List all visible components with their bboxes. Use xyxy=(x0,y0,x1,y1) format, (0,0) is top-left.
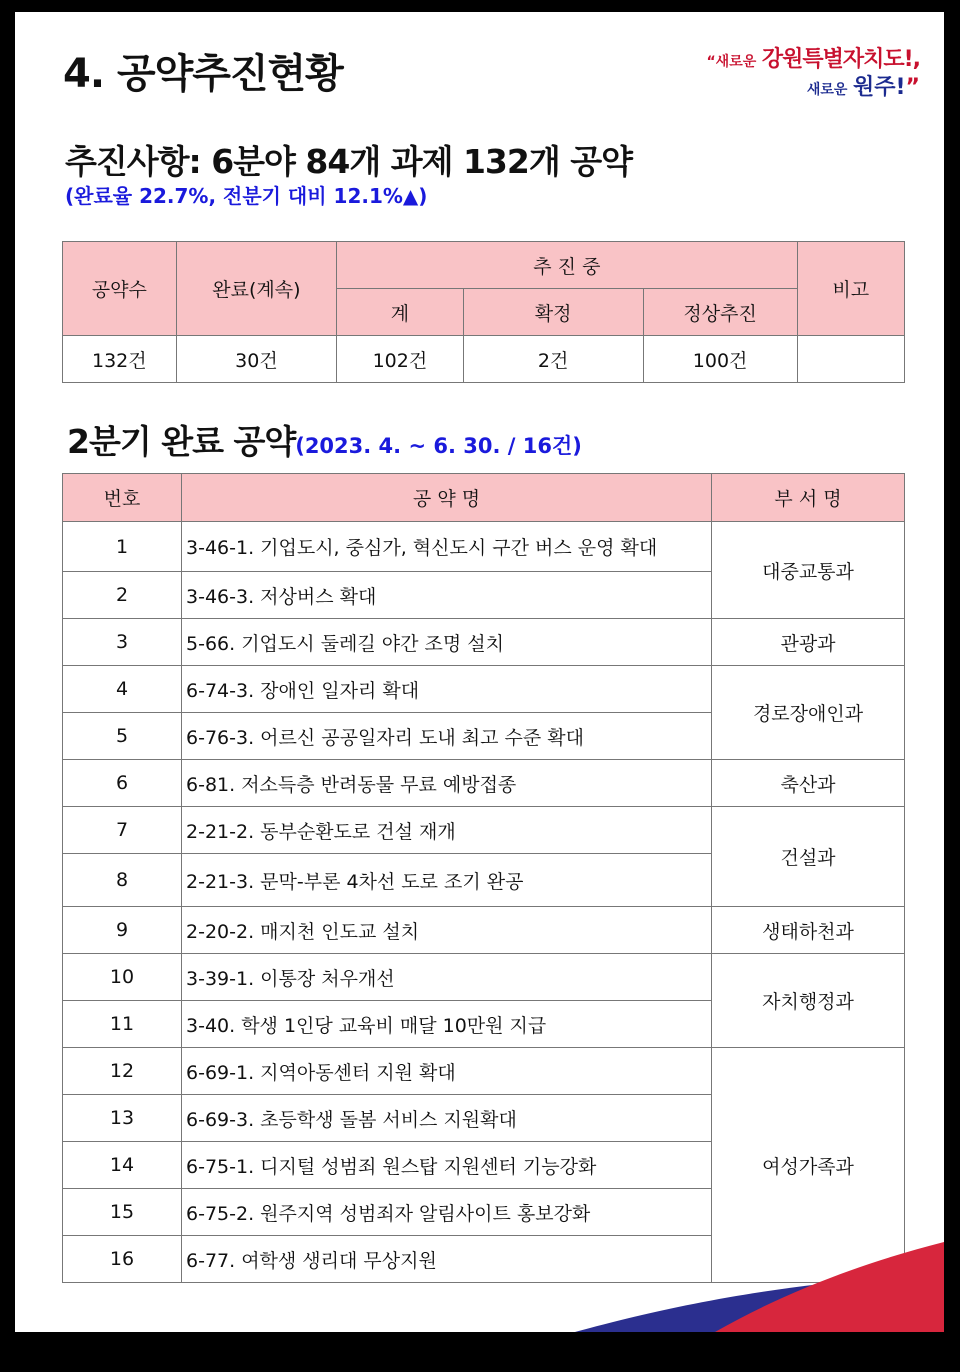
completed-pledges-table xyxy=(62,473,905,1283)
status-table xyxy=(62,241,905,383)
header-normal: 정상추진 xyxy=(643,289,797,336)
pledges-header-row xyxy=(63,474,905,522)
table-row xyxy=(63,954,905,1001)
row-no: 7 xyxy=(63,807,182,854)
row-title: 3-40. 학생 1인당 교육비 매달 10만원 지급 xyxy=(182,1001,712,1048)
row-title: 3-46-1. 기업도시, 중심가, 혁신도시 구간 버스 운영 확대 xyxy=(182,522,712,572)
row-dept: 경로장애인과 xyxy=(712,666,905,760)
q2-range: (2023. 4. ~ 6. 30. / 16건) xyxy=(295,434,582,458)
table-row xyxy=(63,807,905,854)
row-title: 2-21-2. 동부순환도로 건설 재개 xyxy=(182,807,712,854)
summary-subtitle: (완료율 22.7%, 전분기 대비 12.1%▲) xyxy=(65,184,428,208)
row-dept: 관광과 xyxy=(712,619,905,666)
row-no: 5 xyxy=(63,713,182,760)
slogan-logo xyxy=(706,46,920,101)
slogan-line1-big: 강원특별자치도!, xyxy=(761,47,920,72)
row-no: 4 xyxy=(63,666,182,713)
row-title: 6-76-3. 어르신 공공일자리 도내 최고 수준 확대 xyxy=(182,713,712,760)
row-title: 3-46-3. 저상버스 확대 xyxy=(182,572,712,619)
row-title: 6-74-3. 장애인 일자리 확대 xyxy=(182,666,712,713)
row-title: 6-75-2. 원주지역 성범죄자 알림사이트 홍보강화 xyxy=(182,1189,712,1236)
header-remarks: 비고 xyxy=(797,242,904,336)
row-no: 3 xyxy=(63,619,182,666)
header-completed: 완료(계속) xyxy=(176,242,337,336)
row-title: 6-81. 저소득층 반려동물 무료 예방접종 xyxy=(182,760,712,807)
header-no: 번호 xyxy=(63,474,182,522)
document-page xyxy=(15,12,944,1332)
header-title: 공 약 명 xyxy=(182,474,712,522)
table-row xyxy=(63,666,905,713)
table-row xyxy=(63,907,905,954)
row-no: 11 xyxy=(63,1001,182,1048)
row-title: 6-69-1. 지역아동센터 지원 확대 xyxy=(182,1048,712,1095)
header-in-progress: 추 진 중 xyxy=(337,242,797,289)
q2-heading xyxy=(67,416,582,463)
header-confirmed: 확정 xyxy=(463,289,643,336)
row-no: 14 xyxy=(63,1142,182,1189)
row-title: 2-21-3. 문막-부론 4차선 도로 조기 완공 xyxy=(182,854,712,907)
value-subtotal: 102건 xyxy=(337,336,463,383)
row-title: 2-20-2. 매지천 인도교 설치 xyxy=(182,907,712,954)
row-title: 6-77. 여학생 생리대 무상지원 xyxy=(182,1236,712,1283)
value-normal: 100건 xyxy=(643,336,797,383)
table-row xyxy=(63,522,905,572)
row-no: 2 xyxy=(63,572,182,619)
value-completed: 30건 xyxy=(176,336,337,383)
row-no: 6 xyxy=(63,760,182,807)
value-remarks xyxy=(797,336,904,383)
status-value-row xyxy=(63,336,905,383)
row-no: 16 xyxy=(63,1236,182,1283)
slogan-line1-small: “새로운 xyxy=(706,54,757,70)
value-total: 132건 xyxy=(63,336,177,383)
row-no: 8 xyxy=(63,854,182,907)
row-title: 3-39-1. 이통장 처우개선 xyxy=(182,954,712,1001)
value-confirmed: 2건 xyxy=(463,336,643,383)
q2-heading-text: 2분기 완료 공약 xyxy=(67,422,296,461)
slogan-line2-big: 원주! xyxy=(852,74,906,100)
section-title: 4. 공약추진현황 xyxy=(63,51,343,97)
row-no: 12 xyxy=(63,1048,182,1095)
table-row xyxy=(63,1048,905,1095)
row-title: 6-69-3. 초등학생 돌봄 서비스 지원확대 xyxy=(182,1095,712,1142)
row-dept: 축산과 xyxy=(712,760,905,807)
row-no: 10 xyxy=(63,954,182,1001)
table-row xyxy=(63,619,905,666)
row-dept: 건설과 xyxy=(712,807,905,907)
row-title: 5-66. 기업도시 둘레길 야간 조명 설치 xyxy=(182,619,712,666)
status-header-row xyxy=(63,242,905,289)
row-no: 1 xyxy=(63,522,182,572)
table-row xyxy=(63,760,905,807)
slogan-close-quote: ” xyxy=(905,74,920,100)
header-dept: 부 서 명 xyxy=(712,474,905,522)
summary-heading: 추진사항: 6분야 84개 과제 132개 공약 xyxy=(65,142,632,181)
row-dept: 여성가족과 xyxy=(712,1048,905,1283)
row-no: 9 xyxy=(63,907,182,954)
row-dept: 생태하천과 xyxy=(712,907,905,954)
row-dept: 대중교통과 xyxy=(712,522,905,619)
decorative-swoosh xyxy=(15,1222,944,1332)
row-no: 15 xyxy=(63,1189,182,1236)
slogan-line2-small: 새로운 xyxy=(806,81,848,98)
row-dept: 자치행정과 xyxy=(712,954,905,1048)
header-total: 공약수 xyxy=(63,242,177,336)
row-title: 6-75-1. 디지털 성범죄 원스탑 지원센터 기능강화 xyxy=(182,1142,712,1189)
row-no: 13 xyxy=(63,1095,182,1142)
header-subtotal: 계 xyxy=(337,289,463,336)
